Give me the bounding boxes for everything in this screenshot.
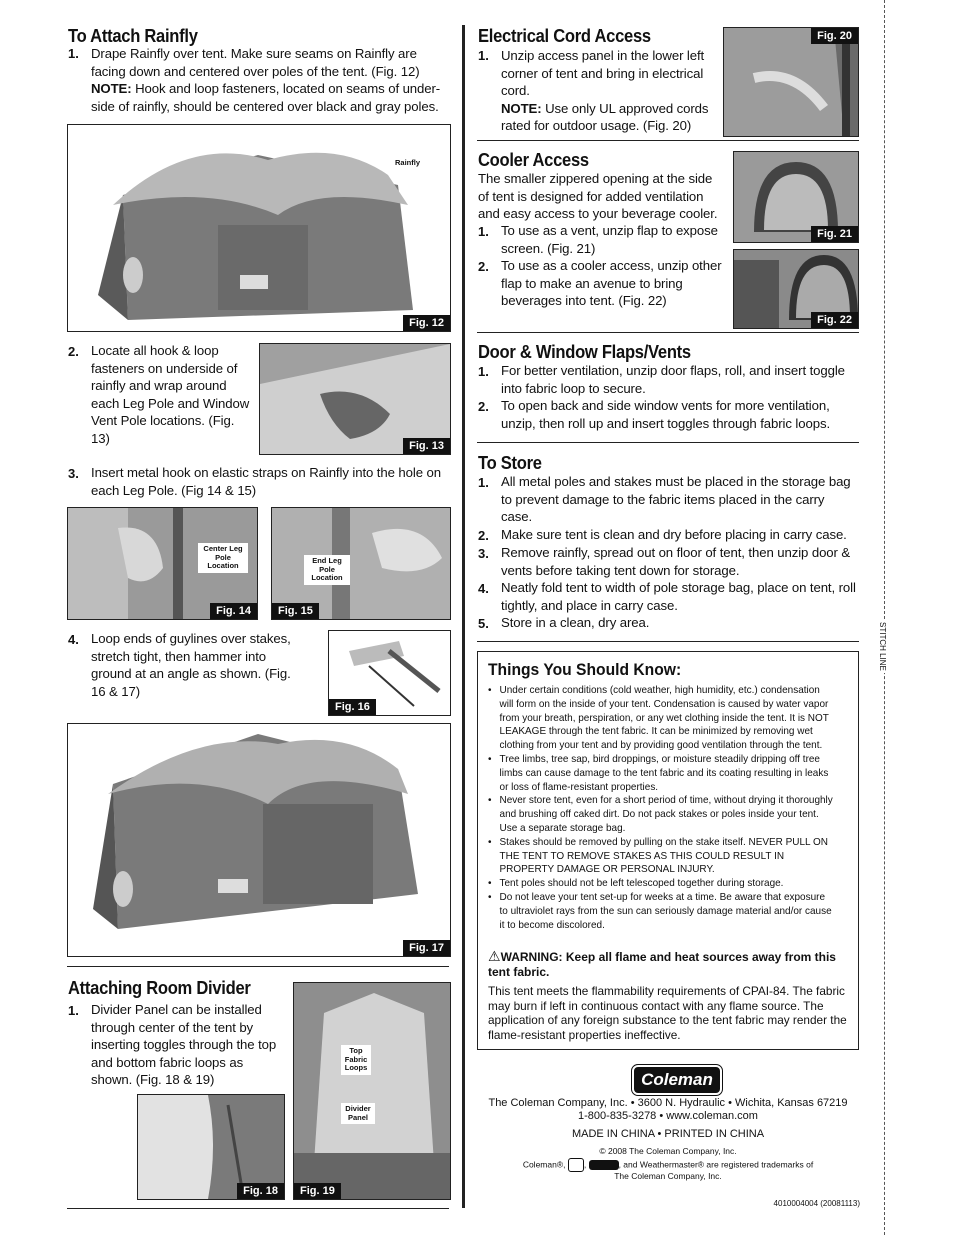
step-number: 1.: [68, 46, 79, 61]
step-number: 2.: [478, 259, 489, 274]
things-bullet: • Never store tent, even for a short period of time, without drying it thoroughly and brushing off caked dirt. Do not pack stakes or poles inside your tent. Use a separate storage bag.: [488, 794, 836, 835]
warning-triangle-icon: ⚠: [488, 948, 501, 964]
copyright: © 2008 The Coleman Company, Inc.: [599, 1146, 737, 1156]
things-bullet: • Do not leave your tent set-up for weeks at a time. Be aware that exposure to ultraviolet rays from the sun can seriously damage material and/or cause it to become discolored.: [488, 891, 836, 932]
rainfly-step1-text: Drape Rainfly over tent. Make sure seams on Rainfly are facing down and centered over poles of the tent. (Fig. 12): [91, 46, 420, 79]
store-step-4: Neatly fold tent to width of pole storage bag, place on tent, roll tightly, and place in carry case.: [501, 580, 856, 613]
fig15-end-leg-pole-photo: [271, 507, 451, 620]
step-number: 2.: [478, 399, 489, 414]
fig19-callout-top-loops: Top Fabric Loops: [341, 1045, 371, 1075]
step-number: 2.: [478, 528, 489, 543]
fig14-label: Fig. 14: [210, 603, 257, 619]
note-label: NOTE:: [501, 100, 542, 116]
fig21-vent-screen-photo: [733, 151, 859, 243]
fig12-tent-with-rainfly: [67, 124, 451, 332]
warning-block: [488, 949, 852, 980]
things-bullet: • Stakes should be removed by pulling on the stake itself. NEVER PULL ON THE TENT TO REMOVE STAKES AS THIS COULD RESULT IN PROPERTY DAMAGE OR PERSONAL INJURY.: [488, 836, 836, 877]
things-bullet-list: [488, 684, 850, 932]
step-number: 1.: [478, 475, 489, 490]
fig22-cooler-access-photo: [733, 249, 859, 329]
cooler-intro: The smaller zippered opening at the side of tent is designed for added ventilation and easy access to your beverage cooler.: [478, 171, 718, 222]
stitch-line-dashed: [884, 0, 885, 1235]
company-address: The Coleman Company, Inc. • 3600 N. Hydraulic • Wichita, Kansas 67219: [488, 1097, 848, 1109]
lantern-logo-icon: [568, 1158, 584, 1172]
fig19-illustration: [294, 983, 450, 1199]
fig17-label: Fig. 17: [403, 940, 450, 956]
electrical-heading: Electrical Cord Access: [478, 26, 651, 46]
room-divider-step1: Divider Panel can be installed through center of the tent by inserting toggles through the top and bottom fabric loops as shown. (Fig. 18 & 19): [91, 1002, 277, 1088]
store-step-1: All metal poles and stakes must be placed in the storage bag to prevent damage to the fabric items placed in the carry case.: [501, 474, 851, 525]
step-number: 3.: [478, 546, 489, 561]
company-phone: 1-800-835-3278 • www.coleman.com: [578, 1110, 758, 1122]
step-number: 1.: [478, 364, 489, 379]
fig15-label: Fig. 15: [272, 603, 319, 619]
store-step-3: Remove rainfly, spread out on floor of tent, then unzip door & vents before taking tent down for storage.: [501, 545, 851, 578]
cooler-step2: To use as a cooler access, unzip other flap to make an avenue to bring beverages into tent. (Fig. 22): [501, 258, 722, 309]
fig17-illustration: [68, 724, 450, 956]
fig20-electrical-cord-photo: [723, 27, 859, 137]
tm-post: , and Weathermaster® are registered trademarks of: [618, 1159, 814, 1170]
rainfly-note-text: Hook and loop fasteners, located on seams of under-side of rainfly, should be centered over black and gray poles.: [91, 81, 441, 114]
bottom-rule-left: [67, 1208, 449, 1209]
note-label: NOTE:: [91, 81, 132, 97]
made-in: MADE IN CHINA • PRINTED IN CHINA: [571, 1128, 765, 1140]
step-number: 2.: [68, 344, 79, 359]
fig19-divider-interior-photo: [293, 982, 451, 1200]
fig20-label: Fig. 20: [811, 28, 858, 44]
section-divider: [477, 442, 859, 443]
rainfly-step2: Locate all hook & loop fasteners on underside of rainfly and wrap around each Leg Pole and Window Vent Pole locations. (Fig. 13): [91, 343, 250, 446]
stitch-line-label: STITCH LINE: [878, 622, 887, 671]
cooler-step1: To use as a vent, unzip flap to expose screen. (Fig. 21): [501, 223, 718, 256]
rainfly-step1: [91, 45, 451, 115]
coleman-logo: [632, 1065, 722, 1095]
warning-text: WARNING: Keep all flame and heat sources away from this tent fabric.: [488, 950, 836, 979]
store-heading: To Store: [478, 453, 542, 473]
things-bullet: • Tent poles should not be left telescoped together during storage.: [488, 877, 836, 891]
room-divider-heading: Attaching Room Divider: [68, 978, 251, 998]
step-number: 3.: [68, 466, 79, 481]
fig12-label: Fig. 12: [403, 315, 450, 331]
step-number: 5.: [478, 616, 489, 631]
things-bullet: • Tree limbs, tree sap, bird droppings, or moisture steadily dripping off tree limbs can cause damage to the tent fabric and its coating resulting in leaks or loss of flame-resistant properties.: [488, 753, 836, 794]
fig14-callout: Center Leg Pole Location: [198, 543, 248, 573]
fig15-callout: End Leg Pole Location: [304, 555, 350, 585]
column-divider: [462, 25, 465, 1208]
fig12-callout: Rainfly: [392, 157, 423, 170]
door-window-step1: For better ventilation, unzip door flaps, roll, and insert toggle into fabric loop to secure.: [501, 363, 845, 396]
electrical-step1: [501, 47, 716, 135]
fig13-label: Fig. 13: [403, 438, 450, 454]
section-divider: [67, 966, 449, 967]
electrical-step1-text: Unzip access panel in the lower left corner of tent and bring in electrical cord.: [501, 48, 705, 99]
fig21-label: Fig. 21: [811, 226, 858, 242]
fig18-divider-toggle-photo: [137, 1094, 285, 1200]
trademarks-line: Coleman®, , , and Weathermaster® are registered trademarks of: [477, 1158, 859, 1172]
part-number: 4010004004 (20081113): [773, 1199, 860, 1208]
section-divider: [477, 641, 859, 642]
fig19-callout-divider-panel: Divider Panel: [341, 1103, 375, 1124]
fig16-label: Fig. 16: [329, 699, 376, 715]
electrical-note-text: Use only UL approved cords rated for outdoor usage. (Fig. 20): [501, 100, 709, 134]
cooler-heading: Cooler Access: [478, 150, 589, 170]
store-step-5: Store in a clean, dry area.: [501, 615, 650, 630]
fig22-label: Fig. 22: [811, 312, 858, 328]
things-bullet: • Under certain conditions (cold weather, high humidity, etc.) condensation will form on the inside of your tent. Condensation is caused by water vapor from your breath, perspiration, or any wet clothing inside the tent. It is NOT LEAKAGE through the tent fabric. It can be minimized by removing wet clothing from your tent and by providing good ventilation through the tent.: [488, 684, 836, 753]
things-you-should-know-box: [477, 651, 859, 1050]
rainfly-heading: To Attach Rainfly: [68, 26, 198, 46]
fig17-tent-staked-photo: [67, 723, 451, 957]
tm-pre: Coleman®,: [522, 1159, 566, 1170]
step-number: 4.: [68, 632, 79, 647]
door-window-heading: Door & Window Flaps/Vents: [478, 342, 691, 362]
coleman-small-logo-icon: [589, 1160, 619, 1170]
things-heading: Things You Should Know:: [488, 660, 682, 679]
fig14-center-leg-pole-photo: [67, 507, 258, 620]
step-number: 1.: [68, 1003, 79, 1018]
step-number: 4.: [478, 581, 489, 596]
store-step-2: Make sure tent is clean and dry before placing in carry case.: [501, 527, 847, 542]
rainfly-step3: Insert metal hook on elastic straps on Rainfly into the hole on each Leg Pole. (Fig 14 & 15): [91, 465, 441, 498]
fig13-hook-loop-photo: [259, 343, 451, 455]
fig18-label: Fig. 18: [237, 1183, 284, 1199]
step-number: 1.: [478, 48, 489, 63]
section-divider: [477, 332, 859, 333]
coleman-logo-text: Coleman: [641, 1070, 713, 1089]
rainfly-step4: Loop ends of guylines over stakes, stretch tight, then hammer into ground at an angle as shown. (Fig. 16 & 17): [91, 631, 291, 699]
fig20-illustration: [724, 28, 858, 136]
tent-rainfly-illustration: [68, 125, 450, 331]
fig19-label: Fig. 19: [294, 1183, 341, 1199]
door-window-step2: To open back and side window vents for more ventilation, unzip, then roll up and insert toggles through fabric loops.: [501, 398, 831, 431]
section-divider: [477, 140, 859, 141]
trademark-company: The Coleman Company, Inc.: [614, 1171, 722, 1181]
warning-body: This tent meets the flammability requirements of CPAI-84. The fabric may burn if left in continuous contact with any flame source. The application of any foreign substance to the tent fabric may render the flame-resistant properties ineffective.: [488, 984, 847, 1042]
step-number: 1.: [478, 224, 489, 239]
fig16-stake-hammer-photo: [328, 630, 451, 716]
